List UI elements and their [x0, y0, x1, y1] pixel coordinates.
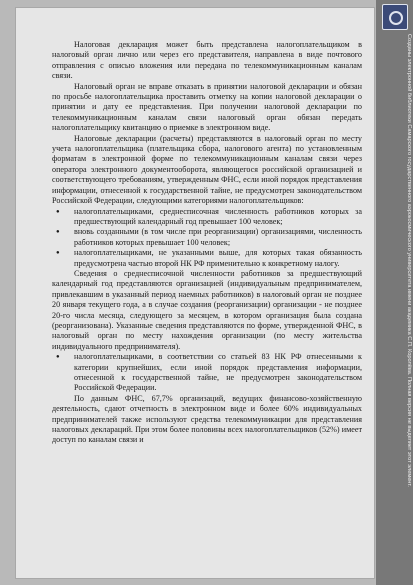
paragraph: Налоговая декларация может быть представлена налогоплательщиком в налоговый орган лично или через его представителя, направлена в виде почтового отправления с описью вложения или передана по телекоммуникационным каналам связи.: [52, 40, 362, 81]
paragraph: Сведения о среднесписочной численности работников за предшествующий календарный год представляются организацией (индивидуальным предпринимателем, привлекавшим в указанный период наемных работников) в налоговый орган не позднее 20 января текущего года, а в случае создания (реорганизации) организации - не позднее 20-го числа месяца, следующего за месяцем, в котором организация была создана (реорганизована). Указанные сведения представляются по форме, утвержденной ФНС, в налоговый орган по месту нахождения организации (по месту жительства индивидуального предпринимателя).: [52, 268, 362, 351]
paragraph: Налоговый орган не вправе отказать в принятии налоговой декларации и обязан по просьбе налогоплательщика проставить отметку на копии налоговой декларации о принятии и дату ее представления. При получении налоговой декларации по телекоммуникационным каналам связи налоговый орган обязан передать налогоплательщику квитанцию о приемке в электронном виде.: [52, 81, 362, 133]
paragraph: Налоговые декларации (расчеты) представляются в налоговый орган по месту учета налогоплательщика (плательщика сбора, налогового агента) по установленным форматам в электронной форме по телекоммуникационным каналам связи через оператора электронного документооборота, являющегося российской организацией и соответствующего требованиям, утвержденным ФНС, если иной порядок представления информации, отнесенной к государственной тайне, не предусмотрен законодательством Российской Федерации, следующими категориями налогоплательщиков:: [52, 133, 362, 206]
document-body: [52, 40, 362, 446]
list-item: ● налогоплательщиками, в соответствии со статьей 83 НК РФ отнесенными к категории крупнейших, если иной порядок представления информации, отнесенной к государственной тайне, не предусмотрен законодательством Российской Федерации.: [52, 352, 362, 394]
library-logo-icon: [382, 4, 408, 30]
bullet-list: [52, 352, 362, 394]
library-watermark: Созданы электронной библиотеки Самарского государственного аэрокосмического университета имени академика С.П. Королёва. Полная версия не выделяет этот элемент.: [406, 34, 412, 487]
list-item: ● вновь созданными (в том числе при реорганизации) организациями, численность работников которых превышает 100 человек;: [52, 227, 362, 248]
bullet-list: [52, 207, 362, 269]
document-page: [16, 8, 374, 578]
list-item: ● налогоплательщиками, среднесписочная численность работников которых за предшествующий календарный год превышает 100 человек;: [52, 207, 362, 228]
list-item: ● налогоплательщиками, не указанными выше, для которых такая обязанность предусмотрена частью второй НК РФ применительно к конкретному налогу.: [52, 248, 362, 269]
paragraph: По данным ФНС, 67,7% организаций, ведущих финансово-хозяйственную деятельность, сдают отчетность в электронном виде и более 60% индивидуальных предпринимателей также используют средства телекоммуникации для представления налоговых деклараций. При этом более половины всех налогоплательщиков (52%) имеет доступ по каналам связи и: [52, 393, 362, 445]
library-sidebar: [376, 0, 413, 585]
